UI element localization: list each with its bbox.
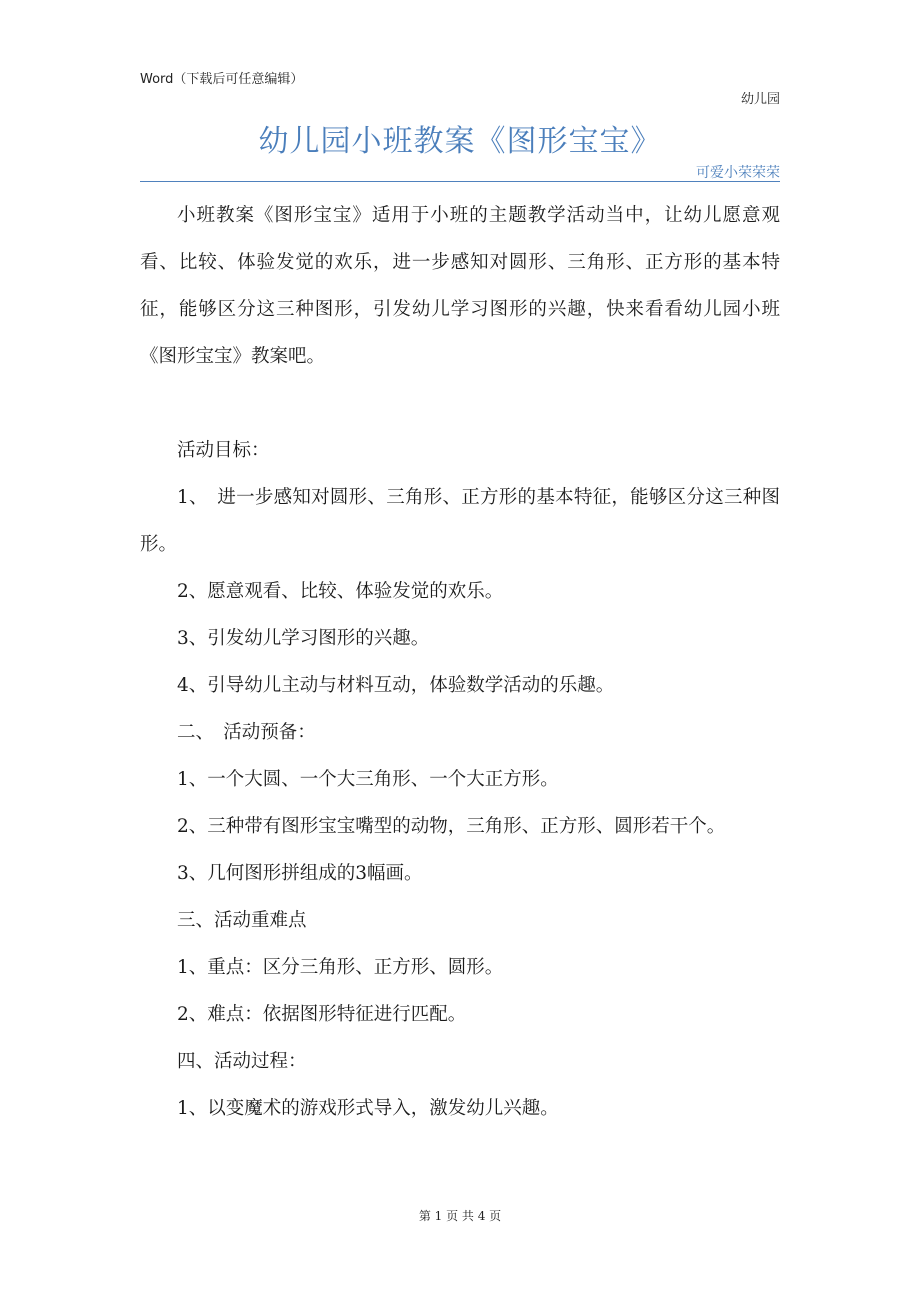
goal-item-2: 2、愿意观看、比较、体验发觉的欢乐。 — [177, 581, 504, 602]
document-body — [140, 192, 780, 1132]
intro-paragraph: 小班教案《图形宝宝》适用于小班的主题教学活动当中，让幼儿愿意观看、比较、体验发觉的欢乐，进一步感知对圆形、三角形、正方形的基本特征，能够区分这三种图形，引发幼儿学习图形的兴趣，快来看看幼儿园小班《图形宝宝》教案吧。 — [140, 205, 780, 367]
goal-item-1: 1、 进一步感知对圆形、三角形、正方形的基本特征，能够区分这三种图形。 — [140, 487, 780, 555]
document-title: 幼儿园小班教案《图形宝宝》 — [258, 124, 662, 159]
section-goals-heading: 活动目标： — [177, 440, 270, 461]
header-category: 幼儿园 — [740, 92, 780, 107]
section-process-heading: 四、活动过程： — [177, 1051, 307, 1072]
preparation-item-3: 3、几何图形拼组成的3幅画。 — [177, 863, 423, 884]
title-divider — [140, 181, 780, 182]
author-name: 可爱小荣荣荣 — [696, 165, 780, 181]
key-point-item-1: 1、重点：区分三角形、正方形、圆形。 — [177, 957, 504, 978]
download-note: Word（下载后可任意编辑） — [140, 72, 304, 87]
section-key-points-heading: 三、活动重难点 — [177, 910, 307, 931]
page-footer: 第 1 页 共 4 页 — [418, 1209, 502, 1223]
goal-item-4: 4、引导幼儿主动与材料互动，体验数学活动的乐趣。 — [177, 675, 615, 696]
goal-item-3: 3、引发幼儿学习图形的兴趣。 — [177, 628, 430, 649]
preparation-item-1: 1、一个大圆、一个大三角形、一个大正方形。 — [177, 769, 559, 790]
preparation-item-2: 2、三种带有图形宝宝嘴型的动物，三角形、正方形、圆形若干个。 — [177, 816, 726, 837]
key-point-item-2: 2、难点：依据图形特征进行匹配。 — [177, 1004, 467, 1025]
process-item-1: 1、以变魔术的游戏形式导入，激发幼儿兴趣。 — [177, 1098, 559, 1119]
section-preparation-heading: 二、 活动预备： — [177, 722, 316, 743]
